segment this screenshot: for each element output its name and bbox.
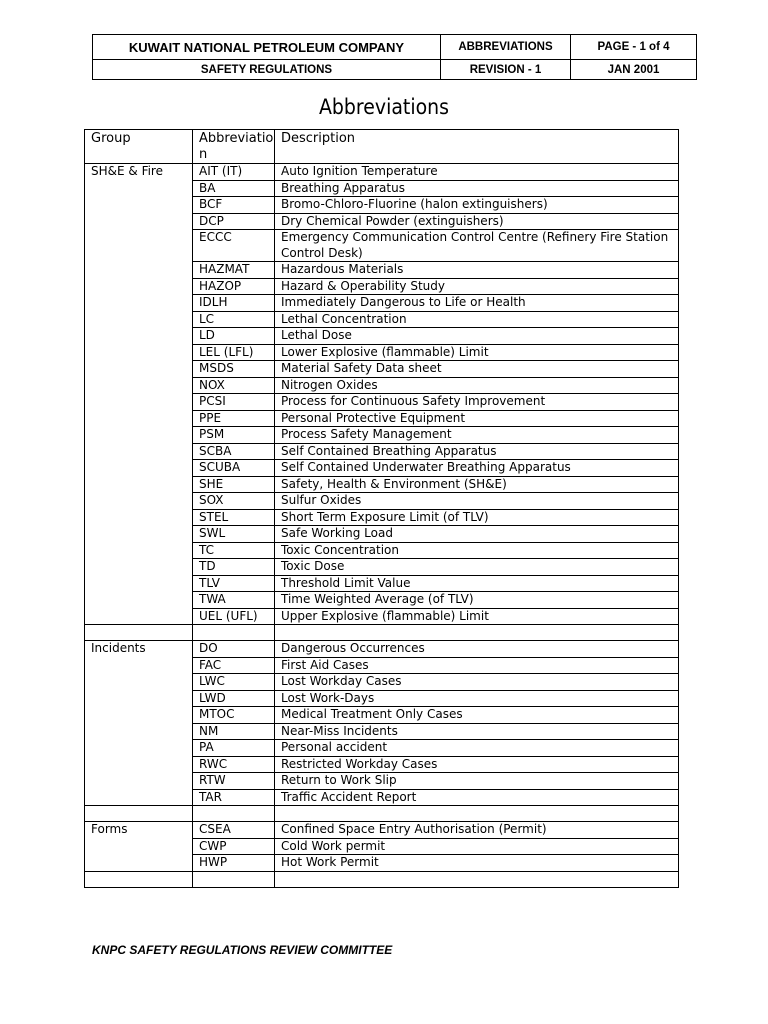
description-cell: Hot Work Permit <box>275 855 679 872</box>
description-cell: Safety, Health & Environment (SH&E) <box>275 476 679 493</box>
document-subtitle: SAFETY REGULATIONS <box>93 60 441 80</box>
group-cell <box>85 723 193 740</box>
description-cell: Time Weighted Average (of TLV) <box>275 592 679 609</box>
description-cell: Toxic Concentration <box>275 542 679 559</box>
group-name: Incidents <box>85 641 193 658</box>
table-row <box>85 213 679 230</box>
group-cell <box>85 213 193 230</box>
description-cell: Threshold Limit Value <box>275 575 679 592</box>
description-cell: Lost Workday Cases <box>275 674 679 691</box>
abbreviation-cell: TC <box>193 542 275 559</box>
abbreviation-cell: LWC <box>193 674 275 691</box>
table-row <box>85 344 679 361</box>
group-cell <box>85 476 193 493</box>
group-cell <box>85 230 193 262</box>
group-cell <box>85 542 193 559</box>
description-cell: First Aid Cases <box>275 657 679 674</box>
abbreviation-cell: TWA <box>193 592 275 609</box>
description-cell: Personal Protective Equipment <box>275 410 679 427</box>
abbreviation-cell: CSEA <box>193 822 275 839</box>
description-cell: Process for Continuous Safety Improvement <box>275 394 679 411</box>
description-cell: Short Term Exposure Limit (of TLV) <box>275 509 679 526</box>
group-cell <box>85 559 193 576</box>
group-cell <box>85 443 193 460</box>
column-header-abbreviation: Abbreviation <box>193 130 275 164</box>
abbreviation-cell: LWD <box>193 690 275 707</box>
group-cell <box>85 344 193 361</box>
abbreviation-cell: UEL (UFL) <box>193 608 275 625</box>
group-cell <box>85 526 193 543</box>
empty-cell <box>275 806 679 822</box>
abbreviation-cell: SWL <box>193 526 275 543</box>
description-cell: Nitrogen Oxides <box>275 377 679 394</box>
group-name: SH&E & Fire <box>85 164 193 181</box>
table-header-row <box>85 130 679 164</box>
table-row <box>85 164 679 181</box>
description-cell: Cold Work permit <box>275 838 679 855</box>
table-row <box>85 608 679 625</box>
abbreviation-cell: SCUBA <box>193 460 275 477</box>
table-row <box>85 838 679 855</box>
abbreviation-cell: RTW <box>193 773 275 790</box>
table-row <box>85 460 679 477</box>
group-cell <box>85 493 193 510</box>
empty-cell <box>275 871 679 887</box>
table-row <box>85 328 679 345</box>
description-cell: Near-Miss Incidents <box>275 723 679 740</box>
abbreviation-cell: ECCC <box>193 230 275 262</box>
description-cell: Hazardous Materials <box>275 262 679 279</box>
description-cell: Safe Working Load <box>275 526 679 543</box>
table-row <box>85 526 679 543</box>
abbreviation-cell: HAZMAT <box>193 262 275 279</box>
column-header-description: Description <box>275 130 679 164</box>
description-cell: Material Safety Data sheet <box>275 361 679 378</box>
abbreviation-cell: BA <box>193 180 275 197</box>
group-cell <box>85 361 193 378</box>
group-name: Forms <box>85 822 193 839</box>
table-row <box>85 855 679 872</box>
description-cell: Dry Chemical Powder (extinguishers) <box>275 213 679 230</box>
empty-cell <box>193 625 275 641</box>
table-row <box>85 509 679 526</box>
group-cell <box>85 328 193 345</box>
group-cell <box>85 394 193 411</box>
description-cell: Emergency Communication Control Centre (Refinery Fire Station Control Desk) <box>275 230 679 262</box>
document-header <box>92 34 697 80</box>
table-row <box>85 410 679 427</box>
group-cell <box>85 707 193 724</box>
description-cell: Hazard & Operability Study <box>275 278 679 295</box>
document-date: JAN 2001 <box>571 60 697 80</box>
description-cell: Lost Work-Days <box>275 690 679 707</box>
empty-cell <box>275 625 679 641</box>
table-row <box>85 197 679 214</box>
table-row <box>85 394 679 411</box>
description-cell: Lethal Concentration <box>275 311 679 328</box>
table-row <box>85 575 679 592</box>
abbreviation-cell: DO <box>193 641 275 658</box>
abbreviation-cell: NM <box>193 723 275 740</box>
abbreviation-cell: PSM <box>193 427 275 444</box>
abbreviation-cell: MTOC <box>193 707 275 724</box>
abbreviation-cell: IDLH <box>193 295 275 312</box>
abbreviation-cell: RWC <box>193 756 275 773</box>
description-cell: Personal accident <box>275 740 679 757</box>
table-row <box>85 740 679 757</box>
empty-cell <box>85 806 193 822</box>
group-cell <box>85 278 193 295</box>
page-title: Abbreviations <box>319 95 449 119</box>
table-row <box>85 773 679 790</box>
description-cell: Self Contained Underwater Breathing Apparatus <box>275 460 679 477</box>
group-cell <box>85 180 193 197</box>
abbreviation-cell: TLV <box>193 575 275 592</box>
description-cell: Return to Work Slip <box>275 773 679 790</box>
abbreviation-cell: LD <box>193 328 275 345</box>
group-cell <box>85 575 193 592</box>
empty-cell <box>85 625 193 641</box>
abbreviation-cell: FAC <box>193 657 275 674</box>
description-cell: Self Contained Breathing Apparatus <box>275 443 679 460</box>
group-cell <box>85 855 193 872</box>
description-cell: Lower Explosive (flammable) Limit <box>275 344 679 361</box>
table-row <box>85 443 679 460</box>
group-separator-row <box>85 871 679 887</box>
table-row <box>85 592 679 609</box>
description-cell: Medical Treatment Only Cases <box>275 707 679 724</box>
table-row <box>85 278 679 295</box>
group-cell <box>85 427 193 444</box>
group-cell <box>85 674 193 691</box>
table-row <box>85 311 679 328</box>
group-cell <box>85 756 193 773</box>
group-cell <box>85 377 193 394</box>
abbreviation-cell: AIT (IT) <box>193 164 275 181</box>
description-cell: Lethal Dose <box>275 328 679 345</box>
group-cell <box>85 657 193 674</box>
description-cell: Auto Ignition Temperature <box>275 164 679 181</box>
abbreviation-cell: PA <box>193 740 275 757</box>
abbreviation-cell: LC <box>193 311 275 328</box>
section-name: ABBREVIATIONS <box>441 35 571 60</box>
table-row <box>85 789 679 806</box>
description-cell: Immediately Dangerous to Life or Health <box>275 295 679 312</box>
group-cell <box>85 410 193 427</box>
table-row <box>85 723 679 740</box>
abbreviation-cell: LEL (LFL) <box>193 344 275 361</box>
abbreviation-cell: TD <box>193 559 275 576</box>
group-cell <box>85 690 193 707</box>
table-row <box>85 559 679 576</box>
group-cell <box>85 295 193 312</box>
table-row <box>85 542 679 559</box>
table-row <box>85 180 679 197</box>
group-cell <box>85 311 193 328</box>
abbreviation-cell: PPE <box>193 410 275 427</box>
table-row <box>85 822 679 839</box>
abbreviation-cell: HWP <box>193 855 275 872</box>
table-row <box>85 295 679 312</box>
revision-label: REVISION - 1 <box>441 60 571 80</box>
table-row <box>85 690 679 707</box>
abbreviation-cell: TAR <box>193 789 275 806</box>
empty-cell <box>193 806 275 822</box>
description-cell: Toxic Dose <box>275 559 679 576</box>
table-row <box>85 262 679 279</box>
page-number: PAGE - 1 of 4 <box>571 35 697 60</box>
table-row <box>85 657 679 674</box>
description-cell: Sulfur Oxides <box>275 493 679 510</box>
abbreviation-cell: SCBA <box>193 443 275 460</box>
abbreviation-cell: DCP <box>193 213 275 230</box>
group-cell <box>85 838 193 855</box>
table-row <box>85 674 679 691</box>
group-cell <box>85 608 193 625</box>
description-cell: Breathing Apparatus <box>275 180 679 197</box>
table-row <box>85 361 679 378</box>
footer-committee: KNPC SAFETY REGULATIONS REVIEW COMMITTEE <box>92 943 393 957</box>
table-row <box>85 756 679 773</box>
abbreviation-cell: BCF <box>193 197 275 214</box>
abbreviation-cell: SHE <box>193 476 275 493</box>
table-row <box>85 427 679 444</box>
table-row <box>85 493 679 510</box>
description-cell: Traffic Accident Report <box>275 789 679 806</box>
description-cell: Restricted Workday Cases <box>275 756 679 773</box>
group-cell <box>85 773 193 790</box>
abbreviation-cell: NOX <box>193 377 275 394</box>
group-cell <box>85 740 193 757</box>
description-cell: Upper Explosive (flammable) Limit <box>275 608 679 625</box>
abbreviation-cell: CWP <box>193 838 275 855</box>
abbreviation-cell: STEL <box>193 509 275 526</box>
group-cell <box>85 460 193 477</box>
group-cell <box>85 197 193 214</box>
column-header-group: Group <box>85 130 193 164</box>
table-row <box>85 707 679 724</box>
table-row <box>85 641 679 658</box>
empty-cell <box>85 871 193 887</box>
abbreviation-cell: PCSI <box>193 394 275 411</box>
company-name: KUWAIT NATIONAL PETROLEUM COMPANY <box>93 35 441 60</box>
group-cell <box>85 789 193 806</box>
abbreviation-cell: MSDS <box>193 361 275 378</box>
abbreviation-cell: SOX <box>193 493 275 510</box>
abbreviations-table <box>84 129 679 888</box>
empty-cell <box>193 871 275 887</box>
table-row <box>85 230 679 262</box>
abbreviation-cell: HAZOP <box>193 278 275 295</box>
description-cell: Bromo-Chloro-Fluorine (halon extinguishers) <box>275 197 679 214</box>
table-row <box>85 377 679 394</box>
description-cell: Dangerous Occurrences <box>275 641 679 658</box>
description-cell: Confined Space Entry Authorisation (Permit) <box>275 822 679 839</box>
group-cell <box>85 262 193 279</box>
group-cell <box>85 592 193 609</box>
group-cell <box>85 509 193 526</box>
table-row <box>85 476 679 493</box>
group-separator-row <box>85 625 679 641</box>
group-separator-row <box>85 806 679 822</box>
description-cell: Process Safety Management <box>275 427 679 444</box>
